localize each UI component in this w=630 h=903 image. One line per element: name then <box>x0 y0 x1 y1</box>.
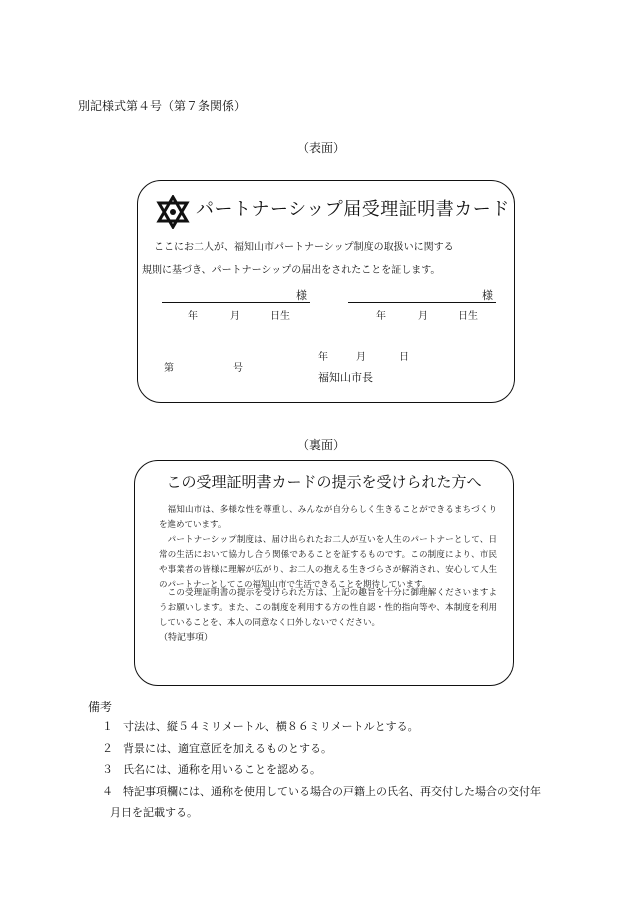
form-title: 別記様式第４号（第７条関係） <box>78 99 247 113</box>
card-title: パートナーシップ届受理証明書カード <box>196 199 510 220</box>
sama-1: 様 <box>296 289 307 302</box>
front-side-label: （表面） <box>297 141 346 155</box>
birth-day-1: 日生 <box>270 311 290 322</box>
note-text-4-continued: 月日を記載する。 <box>110 806 198 819</box>
name-line-1 <box>162 302 310 303</box>
hexagram-logo-icon <box>156 195 190 229</box>
special-notes-label: （特記事項） <box>159 633 214 643</box>
birth-day-2: 日生 <box>458 311 478 322</box>
note-number-2: ２ <box>102 742 113 755</box>
card-front <box>137 180 515 403</box>
back-side-label: （裏面） <box>297 438 346 452</box>
birth-year-1: 年 <box>188 311 198 322</box>
notes-title: 備考 <box>88 700 113 714</box>
issue-day: 日 <box>399 352 409 363</box>
back-title: この受理証明書カードの提示を受けられた方へ <box>166 473 482 491</box>
mayor-title: 福知山市長 <box>318 371 373 384</box>
statement-line-1: ここにお二人が、福知山市パートナーシップ制度の取扱いに関する <box>154 242 454 253</box>
issue-month: 月 <box>356 352 366 363</box>
note-text-2: 背景には、適宜意匠を加えるものとする。 <box>123 742 332 755</box>
back-paragraph-3: この受理証明書の提示を受けられた方は、上記の趣旨を十分に御理解くださいますようお願いします。また、この制度を利用する方の性自認・性的指向等や、本制度を利用していることを、本人の同意なく口外しないでください。 <box>159 588 497 628</box>
back-paragraph-2: パートナーシップ制度は、届け出られたお二人が互いを人生のパートナーとして、日常の生活において協力し合う関係であることを証するものです。この制度により、市民や事業者の皆様に理解が広がり、お二人の抱える生きづらさが解消され、安心して人生のパートナーとしてこの福知山市で生活できることを期待しています。 <box>159 535 497 590</box>
sama-2: 様 <box>482 289 493 302</box>
note-number-3: ３ <box>102 763 113 776</box>
back-paragraph-1: 福知山市は、多様な性を尊重し、みんなが自分らしく生きることができるまちづくりを進めています。 <box>159 505 497 530</box>
statement-line-2: 規則に基づき、パートナーシップの届出をされたことを証します。 <box>142 265 441 276</box>
birth-month-1: 月 <box>230 311 240 322</box>
note-number-1: １ <box>102 720 113 733</box>
birth-year-2: 年 <box>376 311 386 322</box>
note-text-3: 氏名には、通称を用いることを認める。 <box>123 763 321 776</box>
note-text-1: 寸法は、縦５４ミリメートル、横８６ミリメートルとする。 <box>123 720 419 733</box>
note-number-4: ４ <box>102 785 113 798</box>
issue-year: 年 <box>318 352 328 363</box>
card-back <box>134 460 514 686</box>
certificate-number-go: 号 <box>233 363 243 374</box>
note-text-4: 特記事項欄には、通称を使用している場合の戸籍上の氏名、再交付した場合の交付年 <box>123 785 541 798</box>
name-line-2 <box>348 302 496 303</box>
birth-month-2: 月 <box>418 311 428 322</box>
certificate-number-dai: 第 <box>164 363 174 374</box>
